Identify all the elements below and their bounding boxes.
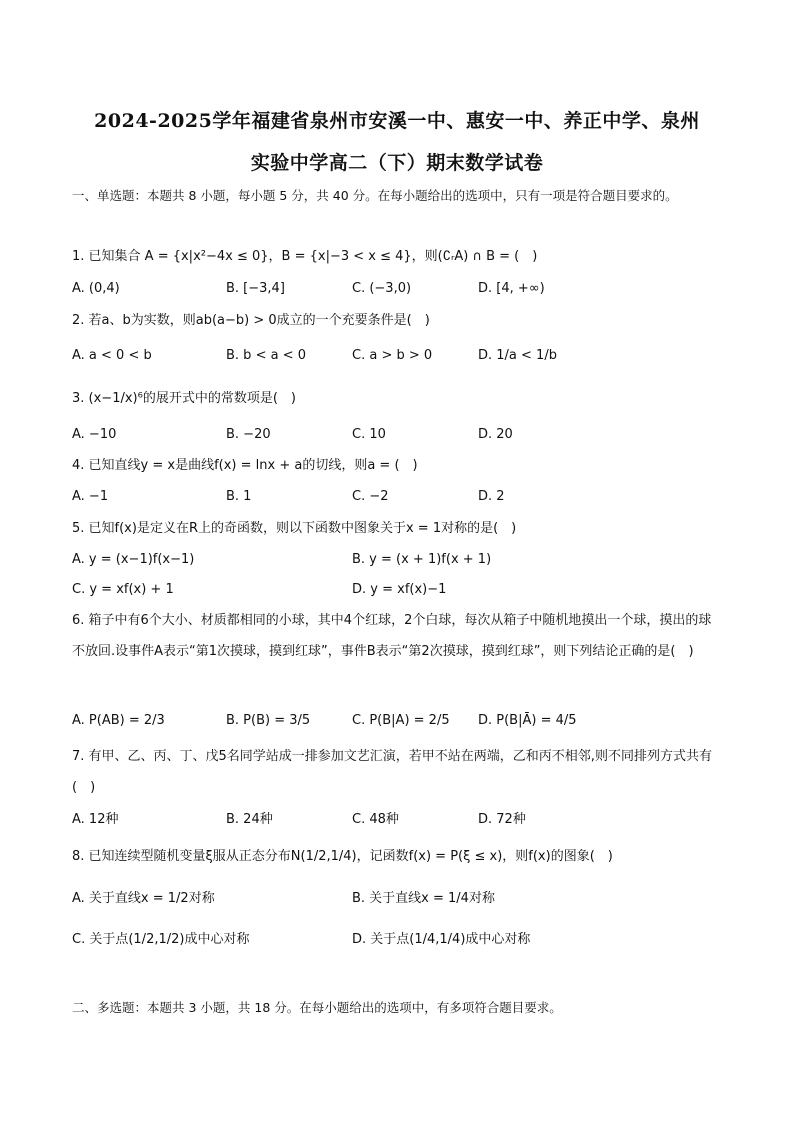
- question-5-option-b: B. y = (x + 1)f(x + 1): [352, 552, 492, 567]
- question-2-option-c: C. a > b > 0: [352, 348, 433, 363]
- question-5-option-c: C. y = xf(x) + 1: [72, 582, 174, 597]
- question-5-stem: 5. 已知f(x)是定义在R上的奇函数，则以下函数中图象关于x = 1对称的是( ): [72, 521, 517, 536]
- question-5-option-d: D. y = xf(x)−1: [352, 582, 447, 597]
- question-6-stem: 6. 箱子中有6个大小、材质都相同的小球，其中4个红球，2个白球，每次从箱子中随机地摸出一个球，摸出的球不放回.设事件A表示“第1次摸球，摸到红球”，事件B表示“第2次摸球，摸到红球”，则下列结论正确的是( ): [72, 613, 712, 659]
- question-2-option-d: D. 1/a < 1/b: [478, 348, 557, 363]
- section-multiple-choice-header: 二、多选题：本题共 3 小题，共 18 分。在每小题给出的选项中，有多项符合题目要求。: [72, 1000, 562, 1015]
- question-4-option-b: B. 1: [226, 489, 252, 504]
- question-7-option-d: D. 72种: [478, 812, 526, 827]
- question-4-option-c: C. −2: [352, 489, 389, 504]
- question-7-stem: 7. 有甲、乙、丙、丁、戊5名同学站成一排参加文艺汇演，若甲不站在两端，乙和丙不相邻,则不同排列方式共有( ): [72, 749, 712, 795]
- question-7-option-a: A. 12种: [72, 812, 119, 827]
- question-1-option-a: A. (0,4): [72, 281, 120, 296]
- question-1-stem: 1. 已知集合 A = {x|x²−4x ≤ 0}，B = {x|−3 < x ≤ 4}，则(∁ᵣA) ∩ B = ( ): [72, 249, 538, 264]
- exam-title-line2: 实验中学高二（下）期末数学试卷: [250, 152, 544, 174]
- question-1-option-d: D. [4, +∞): [478, 281, 545, 296]
- question-3-stem: 3. (x−1/x)⁶的展开式中的常数项是( ): [72, 391, 296, 406]
- question-3-option-d: D. 20: [478, 427, 513, 442]
- question-2-stem: 2. 若a、b为实数，则ab(a−b) > 0成立的一个充要条件是( ): [72, 313, 430, 328]
- question-4-option-d: D. 2: [478, 489, 505, 504]
- question-7-option-c: C. 48种: [352, 812, 399, 827]
- question-8-option-a: A. 关于直线x = 1/2对称: [72, 891, 215, 906]
- question-8-stem: 8. 已知连续型随机变量ξ服从正态分布N(1/2,1/4)，记函数f(x) = P(ξ ≤ x)，则f(x)的图象( ): [72, 849, 613, 864]
- question-6-option-d: D. P(B|Ā) = 4/5: [478, 713, 577, 728]
- question-8-option-c: C. 关于点(1/2,1/2)成中心对称: [72, 932, 250, 947]
- section-single-choice-header: 一、单选题：本题共 8 小题，每小题 5 分，共 40 分。在每小题给出的选项中，只有一项是符合题目要求的。: [72, 188, 678, 203]
- question-4-stem: 4. 已知直线y = x是曲线f(x) = lnx + a的切线，则a = ( ): [72, 458, 418, 473]
- question-5-option-a: A. y = (x−1)f(x−1): [72, 552, 195, 567]
- question-4-option-a: A. −1: [72, 489, 109, 504]
- question-1-option-b: B. [−3,4]: [226, 281, 285, 296]
- question-3-option-a: A. −10: [72, 427, 117, 442]
- question-3-option-b: B. −20: [226, 427, 271, 442]
- question-1-option-c: C. (−3,0): [352, 281, 412, 296]
- question-2-option-a: A. a < 0 < b: [72, 348, 152, 363]
- question-3-option-c: C. 10: [352, 427, 386, 442]
- question-2-option-b: B. b < a < 0: [226, 348, 306, 363]
- question-8-option-d: D. 关于点(1/4,1/4)成中心对称: [352, 932, 531, 947]
- question-6-option-b: B. P(B) = 3/5: [226, 713, 311, 728]
- question-7-option-b: B. 24种: [226, 812, 273, 827]
- question-6-option-a: A. P(AB) = 2/3: [72, 713, 165, 728]
- question-6-option-c: C. P(B|A) = 2/5: [352, 713, 450, 728]
- exam-title-line1: 2024-2025学年福建省泉州市安溪一中、惠安一中、养正中学、泉州: [94, 110, 700, 132]
- question-8-option-b: B. 关于直线x = 1/4对称: [352, 891, 495, 906]
